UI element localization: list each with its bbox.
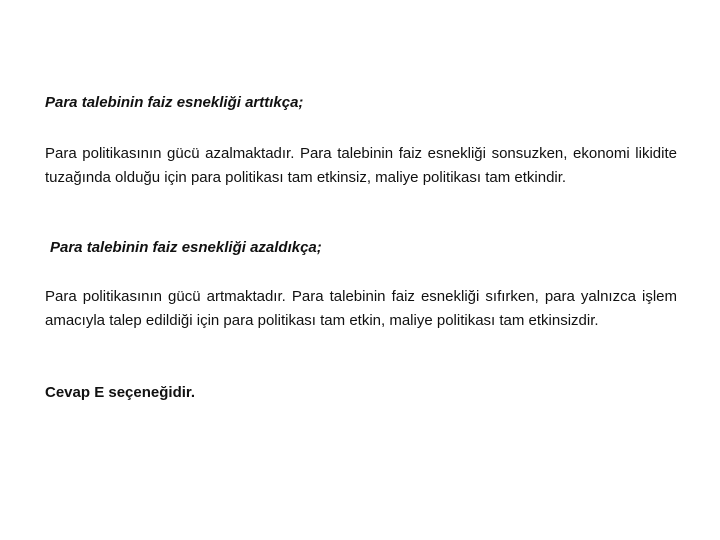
answer-text: Cevap E seçeneğidir. <box>45 384 196 401</box>
paragraph-elasticity-increases: Para politikasının gücü azalmaktadır. Para talebinin faiz esnekliği sonsuzken, ekonomi likidite tuzağında olduğu için para politikası tam etkinsiz, maliye politikası tam etkindir. <box>45 145 677 186</box>
paragraph-elasticity-decreases: Para politikasının gücü artmaktadır. Para talebinin faiz esnekliği sıfırken, para yalnızca işlem amacıyla talep edildiği için para politikası tam etkin, maliye politikası tam etkinsizdir. <box>45 288 677 329</box>
heading-elasticity-decreases: Para talebinin faiz esnekliği azaldıkça; <box>50 239 322 256</box>
heading-elasticity-increases: Para talebinin faiz esnekliği arttıkça; <box>45 94 304 111</box>
